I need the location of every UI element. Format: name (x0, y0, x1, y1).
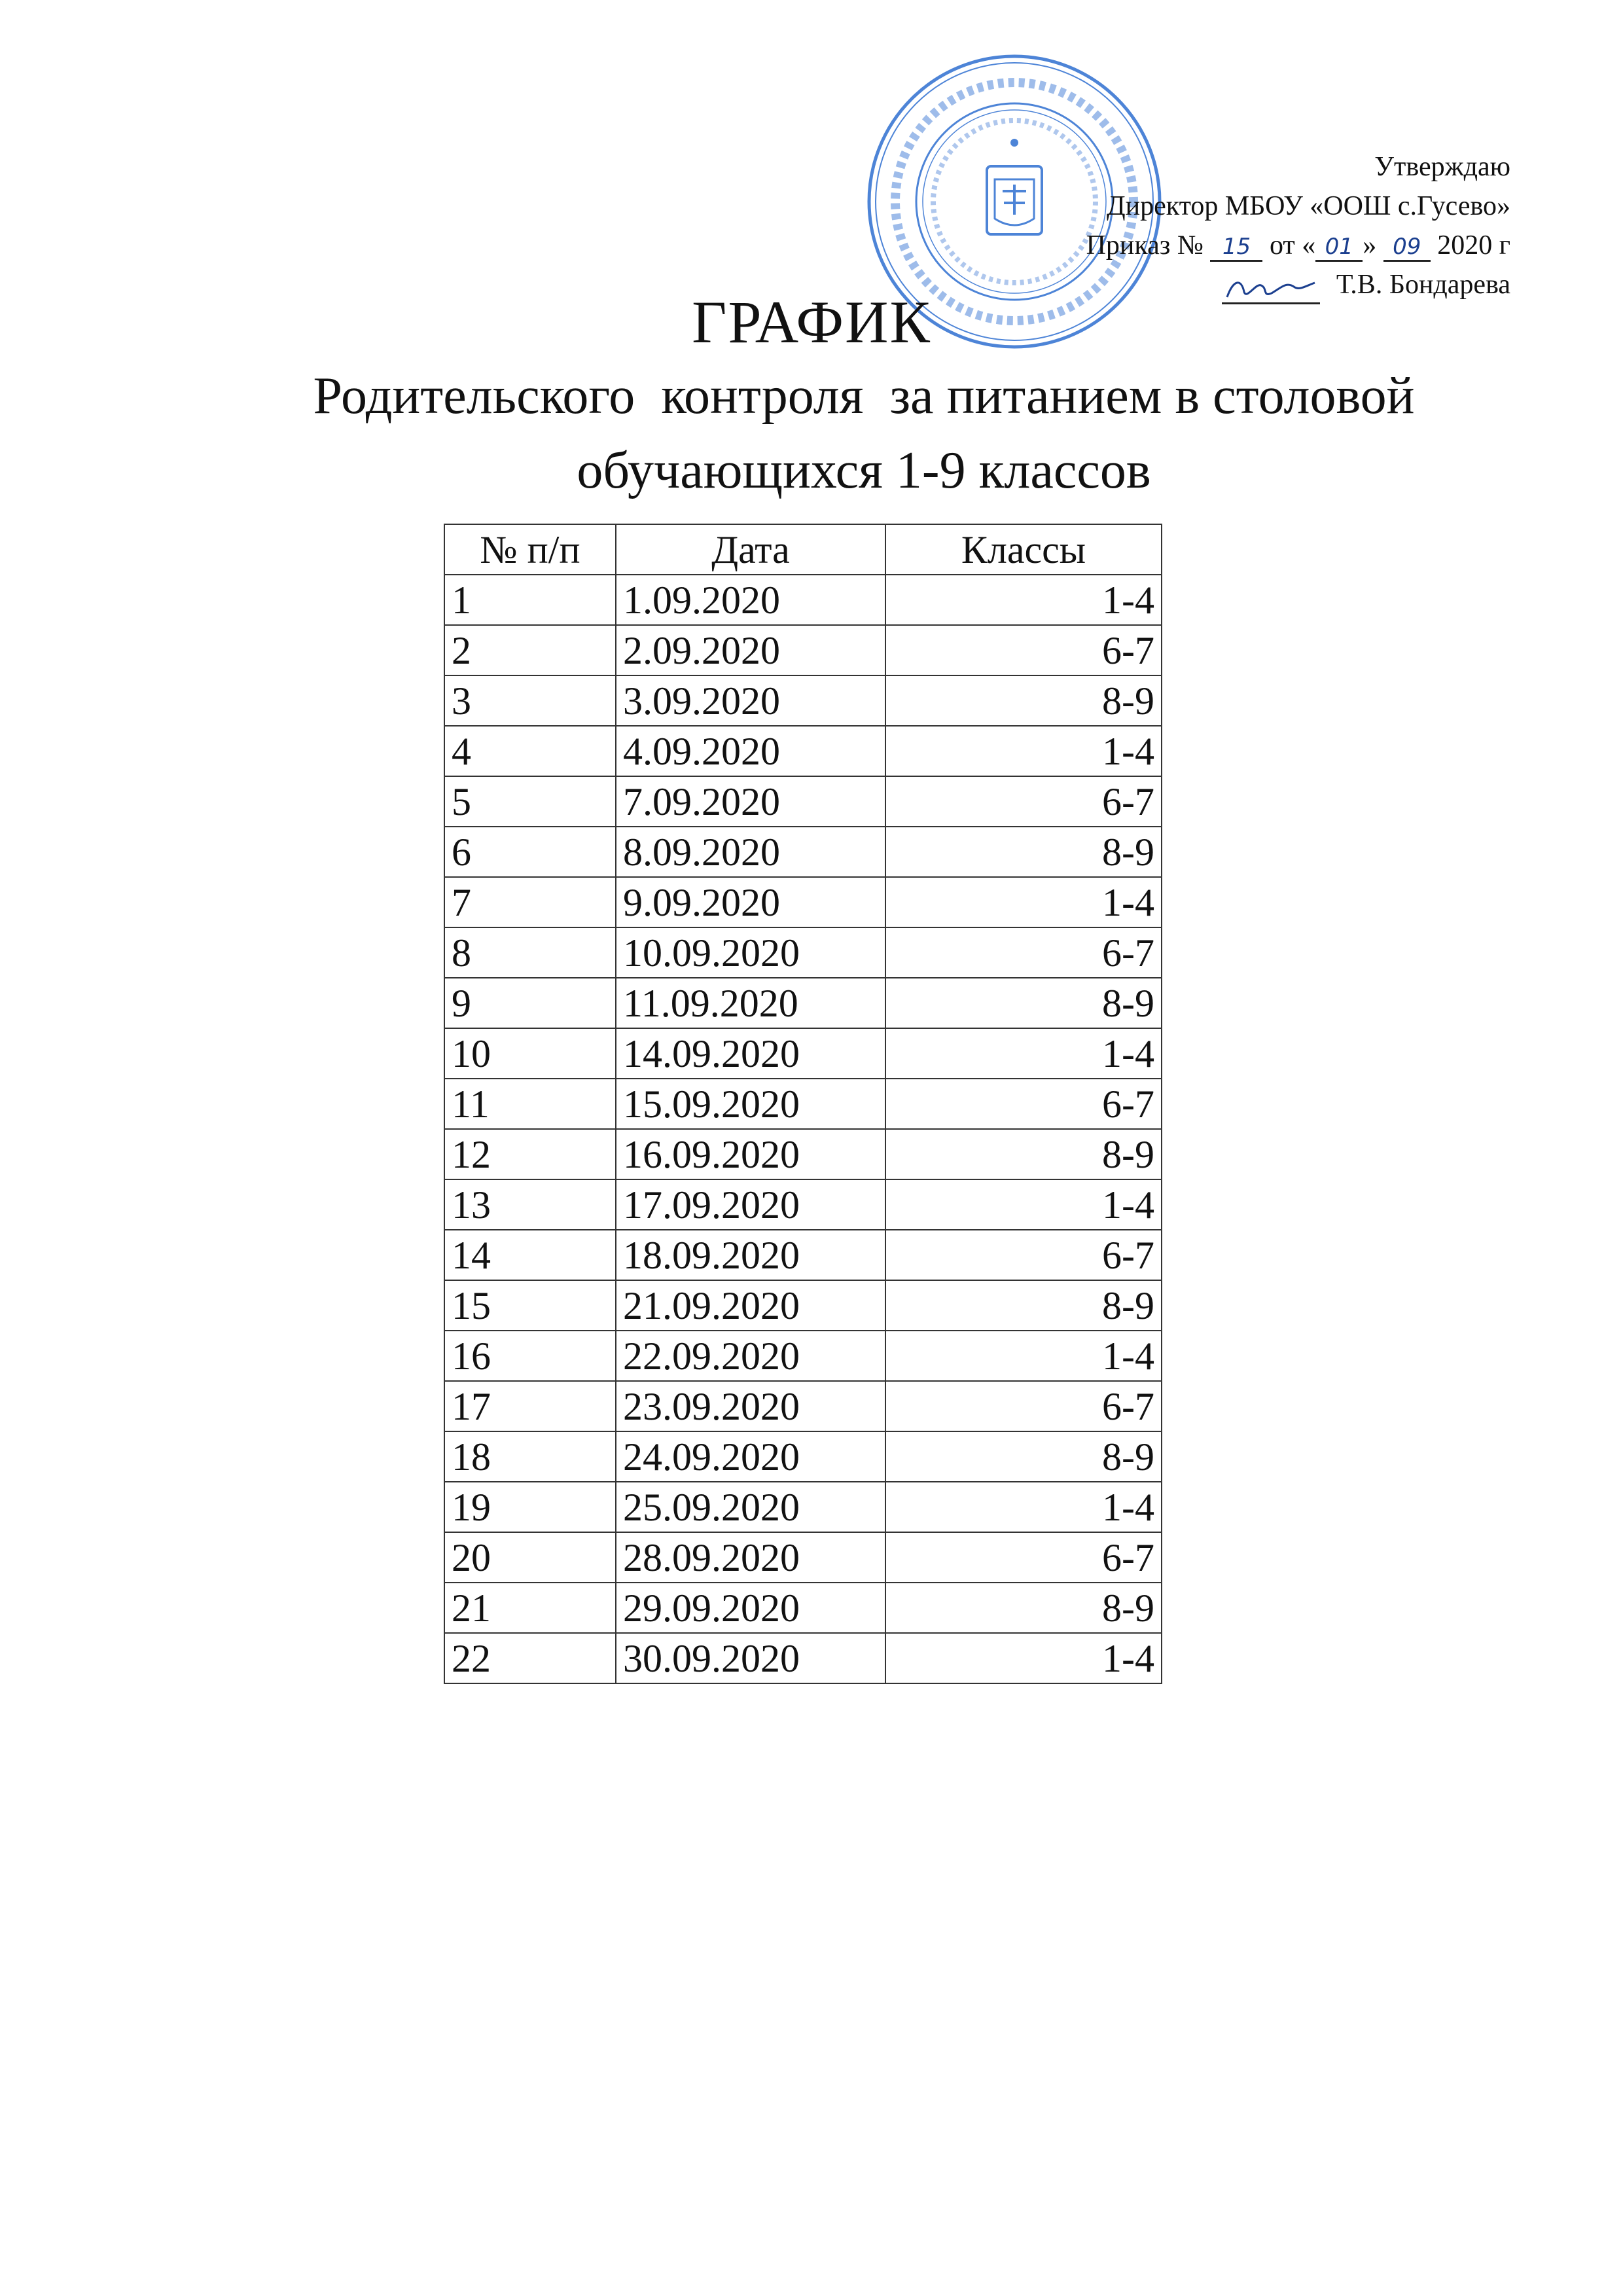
row-classes-cell: 8-9 (885, 978, 1162, 1028)
row-classes-cell: 6-7 (885, 1381, 1162, 1431)
table-row (444, 726, 1162, 776)
table-row (444, 575, 1162, 625)
row-number-cell: 7 (444, 877, 616, 927)
row-number-cell: 14 (444, 1230, 616, 1280)
table-row (444, 1280, 1162, 1331)
row-classes-cell: 1-4 (885, 877, 1162, 927)
row-date-cell: 22.09.2020 (616, 1331, 885, 1381)
row-date-cell: 17.09.2020 (616, 1179, 885, 1230)
row-date-cell: 15.09.2020 (616, 1079, 885, 1129)
row-classes-cell: 1-4 (885, 1028, 1162, 1079)
row-number-cell: 1 (444, 575, 616, 625)
row-number-cell: 19 (444, 1482, 616, 1532)
row-number-cell: 11 (444, 1079, 616, 1129)
order-year: 2020 г (1437, 230, 1510, 260)
table-row (444, 1179, 1162, 1230)
row-classes-cell: 1-4 (885, 726, 1162, 776)
row-number-cell: 22 (444, 1633, 616, 1683)
row-classes-cell: 8-9 (885, 1129, 1162, 1179)
table-row (444, 1028, 1162, 1079)
row-classes-cell: 8-9 (885, 675, 1162, 726)
row-classes-cell: 6-7 (885, 927, 1162, 978)
row-date-cell: 25.09.2020 (616, 1482, 885, 1532)
table-row (444, 1583, 1162, 1633)
row-classes-cell: 1-4 (885, 1179, 1162, 1230)
row-date-cell: 29.09.2020 (616, 1583, 885, 1633)
row-date-cell: 3.09.2020 (616, 675, 885, 726)
order-month-handwritten: 09 (1383, 234, 1431, 262)
row-number-cell: 9 (444, 978, 616, 1028)
table-row (444, 1633, 1162, 1683)
row-date-cell: 30.09.2020 (616, 1633, 885, 1683)
row-classes-cell: 8-9 (885, 1280, 1162, 1331)
row-date-cell: 9.09.2020 (616, 877, 885, 927)
table-row (444, 1079, 1162, 1129)
row-classes-cell: 8-9 (885, 1431, 1162, 1482)
document-title: ГРАФИК (692, 289, 931, 355)
row-number-cell: 13 (444, 1179, 616, 1230)
order-mid: » (1363, 230, 1377, 260)
row-classes-cell: 6-7 (885, 1532, 1162, 1583)
order-prefix: Приказ № (1086, 230, 1204, 260)
row-classes-cell: 1-4 (885, 1331, 1162, 1381)
table-row (444, 1431, 1162, 1482)
table-row (444, 1482, 1162, 1532)
table-row (444, 776, 1162, 827)
row-classes-cell: 1-4 (885, 575, 1162, 625)
order-from: от « (1269, 230, 1316, 260)
document-subtitle (216, 359, 1512, 508)
row-number-cell: 10 (444, 1028, 616, 1079)
table-row (444, 927, 1162, 978)
table-row (444, 978, 1162, 1028)
row-number-cell: 8 (444, 927, 616, 978)
row-number-cell: 2 (444, 625, 616, 675)
row-classes-cell: 6-7 (885, 1079, 1162, 1129)
row-date-cell: 24.09.2020 (616, 1431, 885, 1482)
row-number-cell: 6 (444, 827, 616, 877)
row-number-cell: 17 (444, 1381, 616, 1431)
row-classes-cell: 8-9 (885, 827, 1162, 877)
table-row (444, 1331, 1162, 1381)
row-date-cell: 4.09.2020 (616, 726, 885, 776)
row-date-cell: 16.09.2020 (616, 1129, 885, 1179)
row-date-cell: 23.09.2020 (616, 1381, 885, 1431)
row-date-cell: 11.09.2020 (616, 978, 885, 1028)
row-number-cell: 3 (444, 675, 616, 726)
table-header-row (444, 524, 1162, 575)
table-row (444, 1532, 1162, 1583)
row-number-cell: 16 (444, 1331, 616, 1381)
row-number-cell: 18 (444, 1431, 616, 1482)
table-row (444, 675, 1162, 726)
row-date-cell: 7.09.2020 (616, 776, 885, 827)
approval-heading: Утверждаю (1374, 152, 1510, 182)
row-classes-cell: 1-4 (885, 1482, 1162, 1532)
header-classes: Классы (885, 524, 1162, 575)
row-date-cell: 2.09.2020 (616, 625, 885, 675)
row-classes-cell: 8-9 (885, 1583, 1162, 1633)
subtitle-line-2: обучающихся 1-9 классов (577, 442, 1151, 499)
director-name: Т.В. Бондарева (1336, 270, 1510, 300)
row-number-cell: 21 (444, 1583, 616, 1633)
row-classes-cell: 6-7 (885, 1230, 1162, 1280)
director-title: Директор МБОУ «ООШ с.Гусево» (1107, 191, 1510, 221)
header-number: № п/п (444, 524, 616, 575)
row-number-cell: 4 (444, 726, 616, 776)
row-classes-cell: 6-7 (885, 625, 1162, 675)
row-number-cell: 20 (444, 1532, 616, 1583)
approval-block (1086, 147, 1510, 304)
row-date-cell: 21.09.2020 (616, 1280, 885, 1331)
row-number-cell: 12 (444, 1129, 616, 1179)
row-date-cell: 1.09.2020 (616, 575, 885, 625)
table-row (444, 1381, 1162, 1431)
row-date-cell: 18.09.2020 (616, 1230, 885, 1280)
row-date-cell: 14.09.2020 (616, 1028, 885, 1079)
table-row (444, 1230, 1162, 1280)
table-row (444, 625, 1162, 675)
row-number-cell: 5 (444, 776, 616, 827)
subtitle-line-1: Родительского контроля за питанием в столовой (313, 367, 1415, 425)
row-classes-cell: 6-7 (885, 776, 1162, 827)
header-date: Дата (616, 524, 885, 575)
table-body (444, 575, 1162, 1683)
row-date-cell: 8.09.2020 (616, 827, 885, 877)
row-number-cell: 15 (444, 1280, 616, 1331)
row-date-cell: 10.09.2020 (616, 927, 885, 978)
row-classes-cell: 1-4 (885, 1633, 1162, 1683)
table-row (444, 827, 1162, 877)
schedule-table (444, 524, 1162, 1684)
table-row (444, 877, 1162, 927)
table-row (444, 1129, 1162, 1179)
order-day-handwritten: 01 (1315, 234, 1363, 262)
order-number-handwritten: 15 (1210, 234, 1262, 262)
row-date-cell: 28.09.2020 (616, 1532, 885, 1583)
order-line (1086, 226, 1510, 265)
